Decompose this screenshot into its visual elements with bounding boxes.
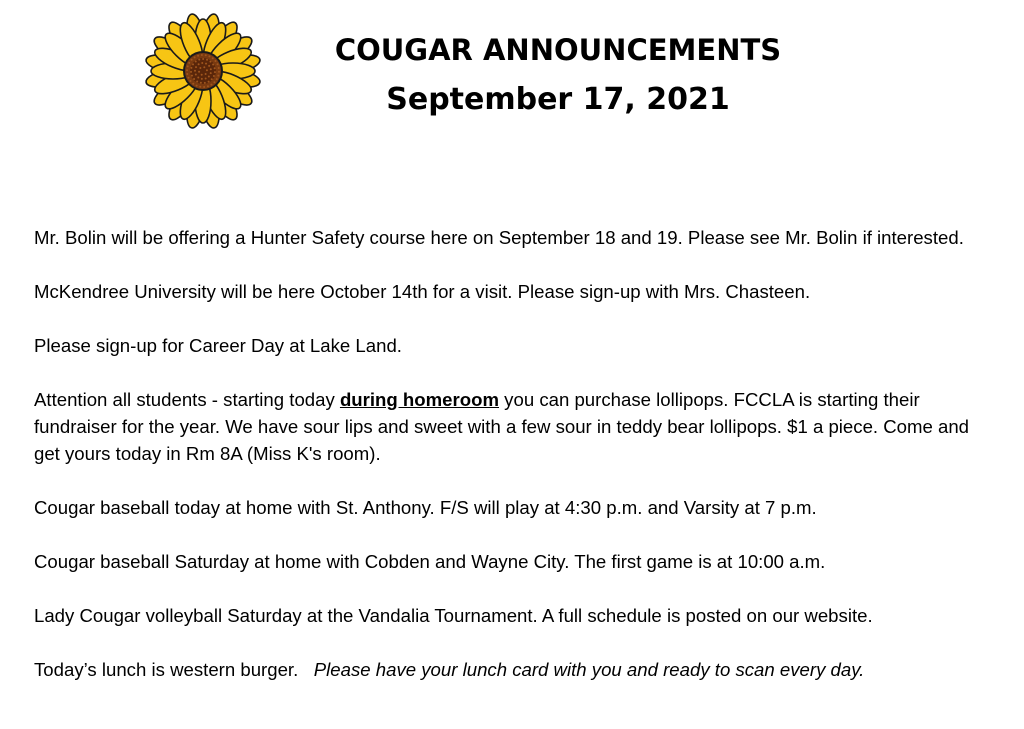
lollipops-emphasis: during homeroom — [339, 389, 500, 410]
announcement-list — [34, 224, 994, 683]
announcement-volleyball: Lady Cougar volleyball Saturday at the Vandalia Tournament. A full schedule is posted on our website. — [34, 605, 873, 626]
sunflower-seed — [217, 75, 219, 77]
sunflower-seed — [202, 58, 204, 60]
sunflower-seed — [201, 78, 203, 80]
header — [260, 26, 856, 126]
sunflower-seed — [213, 81, 215, 83]
sunflower-seed — [194, 70, 196, 72]
sunflower-seed — [212, 57, 214, 59]
announcement-mckendree: McKendree University will be here October 14th for a visit. Please sign-up with Mrs. Chasteen. — [34, 281, 811, 302]
announcement-baseball-saturday: Cougar baseball Saturday at home with Cobden and Wayne City. The first game is at 10:00 a.m. — [34, 551, 826, 572]
sunflower-seed — [205, 78, 207, 80]
sunflower-seed — [188, 62, 190, 64]
sunflower-seed — [199, 86, 201, 88]
sunflower-seed — [203, 86, 205, 88]
sunflower-seed — [217, 63, 219, 65]
sunflower-seed — [210, 68, 212, 70]
sunflower-seed — [201, 54, 203, 56]
sunflower-seed — [194, 56, 196, 58]
sunflower-seed — [187, 77, 189, 79]
sunflower-seed — [187, 65, 189, 67]
sunflower-seed — [208, 55, 210, 57]
sunflower-icon — [140, 8, 266, 134]
sunflower-seed — [205, 63, 207, 65]
sunflower-seed — [197, 55, 199, 57]
sunflower-seed — [208, 75, 210, 77]
sunflower-seed — [205, 73, 207, 75]
announcement-career-day: Please sign-up for Career Day at Lake Land. — [34, 335, 402, 356]
lollipops-intro: Attention all students - starting today — [34, 389, 340, 410]
sunflower-seed — [186, 73, 188, 75]
sunflower-seed — [206, 69, 208, 71]
sunflower-seed — [214, 71, 216, 73]
sunflower-seed — [204, 82, 206, 84]
sunflower-seed — [193, 78, 195, 80]
sunflower-seed — [210, 84, 212, 86]
lunch-reminder: Please have your lunch card with you and ready to scan every day. — [313, 659, 865, 680]
announcement-lunch — [34, 656, 994, 683]
announcement-lollipops — [34, 386, 994, 467]
sunflower-seed — [218, 71, 220, 73]
page-title: COUGAR ANNOUNCEMENTS — [334, 33, 782, 67]
sunflower-seed — [210, 72, 212, 74]
sunflower-seed — [191, 59, 193, 61]
sunflower-seed — [201, 62, 203, 64]
sunflower-seed — [213, 75, 215, 77]
sunflower-seed — [218, 67, 220, 69]
sunflower-seed — [192, 63, 194, 65]
sunflower-seed — [195, 60, 197, 62]
announcement-baseball-today: Cougar baseball today at home with St. Anthony. F/S will play at 4:30 p.m. and Varsity at 7 p.m. — [34, 497, 817, 518]
sunflower-seed — [192, 83, 194, 85]
sunflower-seed — [196, 85, 198, 87]
lollipops-details: you can purchase lollipops. FCCLA is starting their fundraiser for the year. We have sour lips and sweet with a few sour in teddy bear lollipops. $1 a piece. Come and get yours today in Rm 8A (Miss K's room). — [34, 389, 970, 464]
sunflower-seed — [195, 74, 197, 76]
sunflower-seed — [214, 67, 216, 69]
lunch-menu: Today’s lunch is western burger. — [34, 659, 314, 680]
announcement-hunter-safety: Mr. Bolin will be offering a Hunter Safety course here on September 18 and 19. Please see Mr. Bolin if interested. — [34, 227, 964, 248]
sunflower-seed — [214, 60, 216, 62]
sunflower-seed — [203, 66, 205, 68]
sunflower-seed — [196, 80, 198, 82]
sunflower-seed — [208, 65, 210, 67]
sunflower-seed — [198, 63, 200, 65]
sunflower-seed — [208, 81, 210, 83]
sunflower-seed — [201, 74, 203, 76]
sunflower-seed — [211, 78, 213, 80]
sunflower-seed — [200, 82, 202, 84]
sunflower-seed — [216, 78, 218, 80]
sunflower-seed — [198, 71, 200, 73]
sunflower-seed — [212, 64, 214, 66]
sunflower-seed — [197, 76, 199, 78]
sunflower-seed — [190, 80, 192, 82]
sunflower-seed — [198, 59, 200, 61]
sunflower-seed — [190, 67, 192, 69]
sunflower-seed — [190, 71, 192, 73]
sunflower-seed — [186, 69, 188, 71]
sunflower-seed — [191, 75, 193, 77]
sunflower-seed — [209, 61, 211, 63]
sunflower-seed — [205, 54, 207, 56]
page-date: September 17, 2021 — [386, 82, 730, 117]
sunflower-seed — [206, 59, 208, 61]
sunflower-seed — [199, 67, 201, 69]
sunflower-seed — [195, 66, 197, 68]
sunflower-seed — [207, 85, 209, 87]
